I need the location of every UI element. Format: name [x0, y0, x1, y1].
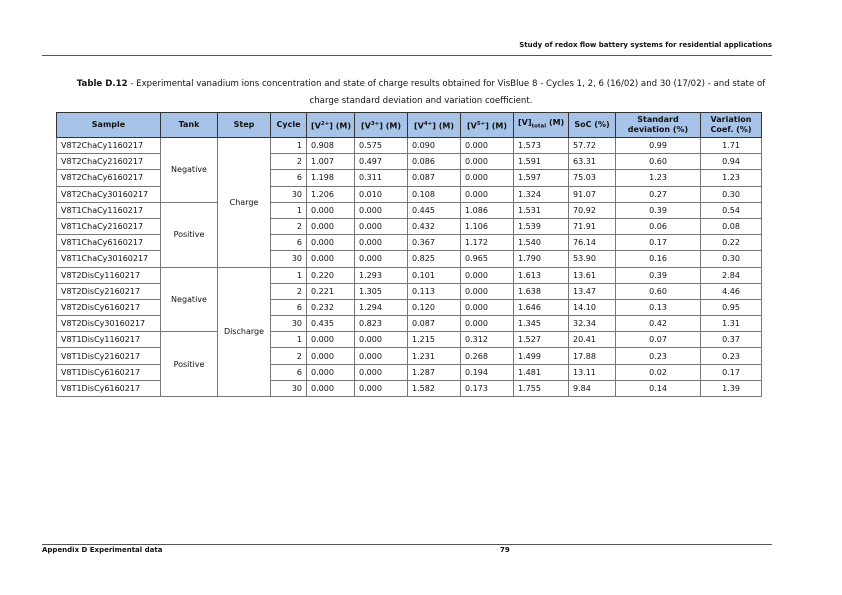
header-cycle: Cycle [271, 113, 307, 138]
cell-v3: 0.000 [355, 218, 408, 234]
cell-var: 1.23 [701, 170, 762, 186]
cell-v3: 0.311 [355, 170, 408, 186]
cell-v4: 0.120 [408, 299, 461, 315]
cell-vtotal: 1.531 [514, 202, 569, 218]
cell-v5: 0.965 [461, 251, 514, 267]
table-row [57, 202, 762, 218]
cell-sample: V8T1DisCy6160217 [57, 380, 161, 396]
cell-std: 0.14 [616, 380, 701, 396]
cell-sample: V8T2DisCy6160217 [57, 299, 161, 315]
header-v4: $[V^{4+}]$ (M) [408, 113, 461, 138]
cell-vtotal: 1.345 [514, 316, 569, 332]
cell-std: 0.23 [616, 348, 701, 364]
cell-soc: 71.91 [569, 218, 616, 234]
cell-sample: V8T1ChaCy6160217 [57, 235, 161, 251]
cell-soc: 63.31 [569, 154, 616, 170]
cell-vtotal: 1.527 [514, 332, 569, 348]
cell-vtotal: 1.499 [514, 348, 569, 364]
table-row [57, 267, 762, 283]
tank-group-label: Positive [161, 332, 218, 397]
cell-cycle: 30 [271, 186, 307, 202]
footer-rule [42, 544, 772, 545]
step-group-label: Charge [218, 138, 271, 268]
cell-vtotal: 1.638 [514, 283, 569, 299]
cell-cycle: 30 [271, 316, 307, 332]
cell-v2: 0.000 [307, 364, 355, 380]
header-vtotal: $[V]_{total}$ (M) [514, 113, 569, 138]
cell-std: 0.17 [616, 235, 701, 251]
cell-v5: 1.086 [461, 202, 514, 218]
cell-sample: V8T1ChaCy30160217 [57, 251, 161, 267]
cell-v5: 0.173 [461, 380, 514, 396]
caption-line2: charge standard deviation and variation coefficient. [309, 96, 533, 106]
cell-v4: 1.287 [408, 364, 461, 380]
cell-v3: 0.000 [355, 251, 408, 267]
cell-v2: 0.000 [307, 202, 355, 218]
cell-v2: 0.000 [307, 235, 355, 251]
cell-var: 0.94 [701, 154, 762, 170]
cell-cycle: 6 [271, 170, 307, 186]
cell-v2: 0.221 [307, 283, 355, 299]
cell-cycle: 1 [271, 202, 307, 218]
cell-v2: 0.000 [307, 332, 355, 348]
cell-cycle: 6 [271, 299, 307, 315]
cell-var: 0.37 [701, 332, 762, 348]
cell-var: 2.84 [701, 267, 762, 283]
cell-sample: V8T2DisCy2160217 [57, 283, 161, 299]
cell-v2: 1.198 [307, 170, 355, 186]
cell-v5: 0.000 [461, 154, 514, 170]
cell-cycle: 2 [271, 348, 307, 364]
cell-cycle: 2 [271, 154, 307, 170]
cell-v5: 0.000 [461, 267, 514, 283]
cell-v4: 0.087 [408, 170, 461, 186]
cell-v3: 0.000 [355, 332, 408, 348]
cell-v2: 0.000 [307, 251, 355, 267]
tank-group-label: Negative [161, 267, 218, 332]
results-table [56, 112, 762, 397]
caption-label: Table D.12 [76, 79, 128, 89]
cell-soc: 13.11 [569, 364, 616, 380]
cell-v2: 0.000 [307, 218, 355, 234]
cell-var: 4.46 [701, 283, 762, 299]
cell-v4: 0.825 [408, 251, 461, 267]
footer-section: Appendix D Experimental data [42, 546, 163, 554]
cell-var: 0.54 [701, 202, 762, 218]
cell-cycle: 1 [271, 267, 307, 283]
cell-std: 0.60 [616, 283, 701, 299]
cell-sample: V8T2DisCy30160217 [57, 316, 161, 332]
cell-soc: 76.14 [569, 235, 616, 251]
cell-v3: 1.294 [355, 299, 408, 315]
cell-v5: 0.000 [461, 138, 514, 154]
page-number: 79 [500, 546, 510, 554]
cell-v2: 0.435 [307, 316, 355, 332]
cell-vtotal: 1.481 [514, 364, 569, 380]
cell-v2: 1.206 [307, 186, 355, 202]
cell-v4: 0.432 [408, 218, 461, 234]
cell-v4: 0.367 [408, 235, 461, 251]
cell-v3: 0.497 [355, 154, 408, 170]
cell-v5: 1.106 [461, 218, 514, 234]
cell-v4: 0.445 [408, 202, 461, 218]
cell-v3: 1.293 [355, 267, 408, 283]
cell-v4: 1.231 [408, 348, 461, 364]
cell-std: 0.42 [616, 316, 701, 332]
cell-std: 0.27 [616, 186, 701, 202]
header-v2: $[V^{2+}]$ (M) [307, 113, 355, 138]
cell-var: 0.95 [701, 299, 762, 315]
cell-v4: 1.215 [408, 332, 461, 348]
header-tank: Tank [161, 113, 218, 138]
cell-v5: 0.000 [461, 170, 514, 186]
cell-std: 0.07 [616, 332, 701, 348]
cell-cycle: 1 [271, 332, 307, 348]
cell-std: 0.06 [616, 218, 701, 234]
table-row [57, 138, 762, 154]
cell-std: 0.39 [616, 267, 701, 283]
cell-v4: 0.101 [408, 267, 461, 283]
cell-vtotal: 1.597 [514, 170, 569, 186]
cell-soc: 17.88 [569, 348, 616, 364]
cell-sample: V8T1DisCy2160217 [57, 348, 161, 364]
cell-var: 0.30 [701, 186, 762, 202]
cell-var: 0.30 [701, 251, 762, 267]
cell-v5: 0.268 [461, 348, 514, 364]
cell-v3: 0.823 [355, 316, 408, 332]
cell-v3: 0.010 [355, 186, 408, 202]
cell-v2: 0.232 [307, 299, 355, 315]
cell-v5: 0.000 [461, 283, 514, 299]
header-soc: SoC (%) [569, 113, 616, 138]
tank-group-label: Positive [161, 202, 218, 267]
cell-sample: V8T1ChaCy1160217 [57, 202, 161, 218]
cell-sample: V8T2ChaCy30160217 [57, 186, 161, 202]
header-rule [42, 55, 772, 56]
cell-soc: 13.47 [569, 283, 616, 299]
cell-cycle: 2 [271, 218, 307, 234]
cell-sample: V8T2DisCy1160217 [57, 267, 161, 283]
cell-std: 0.60 [616, 154, 701, 170]
cell-v2: 1.007 [307, 154, 355, 170]
cell-soc: 57.72 [569, 138, 616, 154]
cell-var: 0.17 [701, 364, 762, 380]
header-row [57, 113, 762, 138]
header-step: Step [218, 113, 271, 138]
cell-sample: V8T2ChaCy1160217 [57, 138, 161, 154]
cell-vtotal: 1.573 [514, 138, 569, 154]
cell-v3: 1.305 [355, 283, 408, 299]
cell-cycle: 30 [271, 251, 307, 267]
cell-v4: 0.108 [408, 186, 461, 202]
cell-var: 0.23 [701, 348, 762, 364]
header-var: Variation Coef. (%) [701, 113, 762, 138]
cell-v5: 0.000 [461, 316, 514, 332]
cell-vtotal: 1.540 [514, 235, 569, 251]
cell-std: 0.39 [616, 202, 701, 218]
cell-v5: 1.172 [461, 235, 514, 251]
cell-vtotal: 1.591 [514, 154, 569, 170]
cell-cycle: 6 [271, 364, 307, 380]
cell-sample: V8T1DisCy1160217 [57, 332, 161, 348]
cell-v3: 0.000 [355, 348, 408, 364]
cell-cycle: 30 [271, 380, 307, 396]
running-header: Study of redox flow battery systems for residential applications [519, 41, 772, 49]
cell-cycle: 2 [271, 283, 307, 299]
cell-v4: 1.582 [408, 380, 461, 396]
cell-vtotal: 1.755 [514, 380, 569, 396]
header-sample: Sample [57, 113, 161, 138]
header-std: Standard deviation (%) [616, 113, 701, 138]
cell-v2: 0.220 [307, 267, 355, 283]
cell-v4: 0.113 [408, 283, 461, 299]
table-caption [42, 76, 800, 110]
cell-v5: 0.000 [461, 299, 514, 315]
cell-soc: 9.84 [569, 380, 616, 396]
cell-vtotal: 1.613 [514, 267, 569, 283]
table-row [57, 332, 762, 348]
cell-v3: 0.575 [355, 138, 408, 154]
cell-v4: 0.090 [408, 138, 461, 154]
cell-cycle: 1 [271, 138, 307, 154]
cell-std: 0.02 [616, 364, 701, 380]
cell-std: 1.23 [616, 170, 701, 186]
cell-std: 0.13 [616, 299, 701, 315]
cell-vtotal: 1.790 [514, 251, 569, 267]
cell-v3: 0.000 [355, 202, 408, 218]
cell-soc: 53.90 [569, 251, 616, 267]
step-group-label: Discharge [218, 267, 271, 397]
cell-v5: 0.000 [461, 186, 514, 202]
cell-v4: 0.087 [408, 316, 461, 332]
cell-vtotal: 1.324 [514, 186, 569, 202]
caption-line1: - Experimental vanadium ions concentration and state of charge results obtained for VisBlue 8 - Cycles 1, 2, 6 (16/02) and 30 (17/02) - and state of [127, 79, 766, 89]
cell-var: 1.71 [701, 138, 762, 154]
cell-sample: V8T1DisCy6160217 [57, 364, 161, 380]
cell-var: 0.22 [701, 235, 762, 251]
cell-v2: 0.908 [307, 138, 355, 154]
cell-soc: 13.61 [569, 267, 616, 283]
cell-soc: 14.10 [569, 299, 616, 315]
cell-v5: 0.194 [461, 364, 514, 380]
cell-vtotal: 1.539 [514, 218, 569, 234]
cell-sample: V8T1ChaCy2160217 [57, 218, 161, 234]
cell-v3: 0.000 [355, 235, 408, 251]
cell-soc: 32.34 [569, 316, 616, 332]
cell-v3: 0.000 [355, 380, 408, 396]
cell-v4: 0.086 [408, 154, 461, 170]
cell-var: 1.31 [701, 316, 762, 332]
cell-sample: V8T2ChaCy6160217 [57, 170, 161, 186]
cell-std: 0.99 [616, 138, 701, 154]
cell-soc: 70.92 [569, 202, 616, 218]
cell-soc: 75.03 [569, 170, 616, 186]
cell-cycle: 6 [271, 235, 307, 251]
cell-v5: 0.312 [461, 332, 514, 348]
cell-std: 0.16 [616, 251, 701, 267]
header-v3: $[V^{3+}]$ (M) [355, 113, 408, 138]
cell-v3: 0.000 [355, 364, 408, 380]
cell-sample: V8T2ChaCy2160217 [57, 154, 161, 170]
cell-v2: 0.000 [307, 348, 355, 364]
cell-v2: 0.000 [307, 380, 355, 396]
cell-var: 1.39 [701, 380, 762, 396]
tank-group-label: Negative [161, 138, 218, 203]
header-v5: $[V^{5+}]$ (M) [461, 113, 514, 138]
cell-vtotal: 1.646 [514, 299, 569, 315]
cell-soc: 91.07 [569, 186, 616, 202]
cell-soc: 20.41 [569, 332, 616, 348]
cell-var: 0.08 [701, 218, 762, 234]
